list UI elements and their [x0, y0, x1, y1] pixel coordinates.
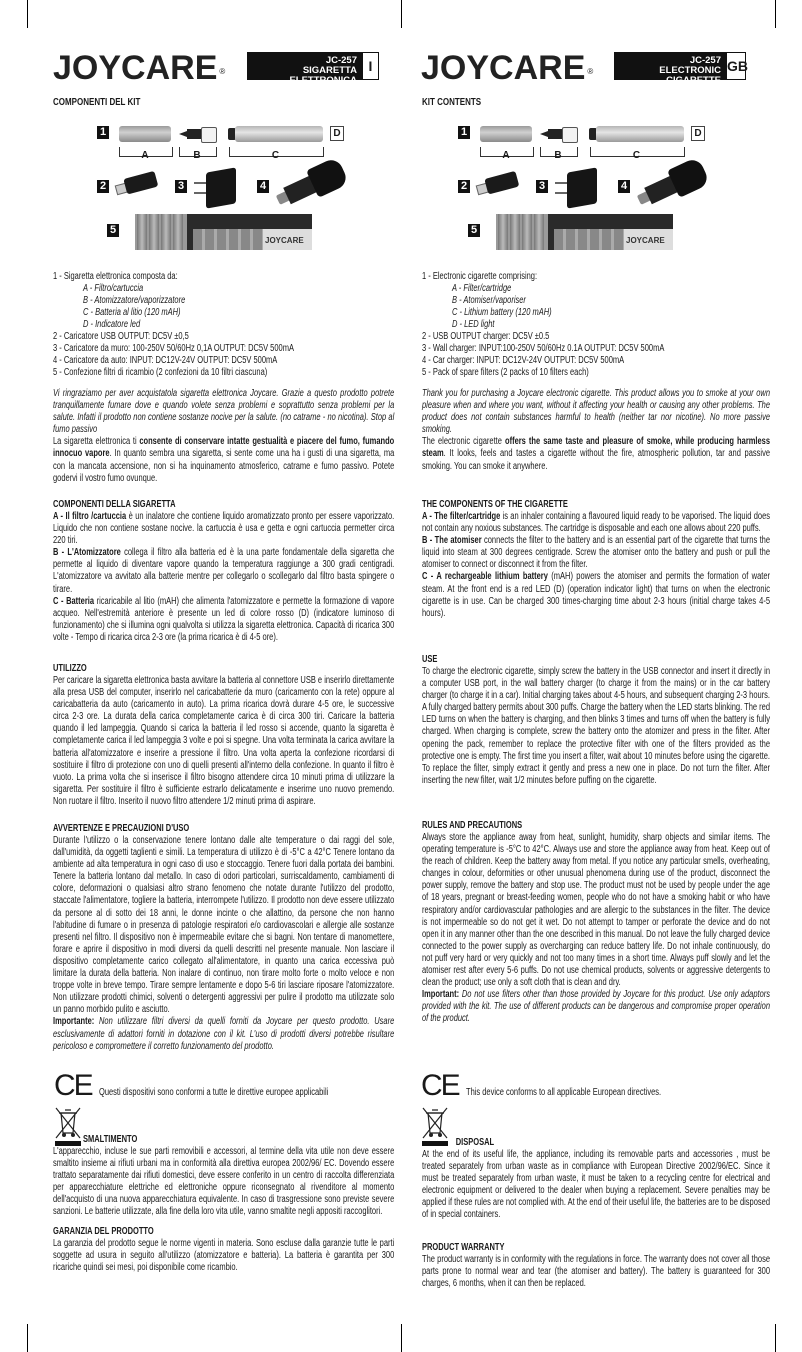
filter-cartridge-image — [480, 126, 532, 142]
section-heading: DISPOSAL — [455, 1137, 495, 1148]
section-text: At the end of its useful life, the appliance, including its removable parts and accessories , must be treated separately from urban waste as in compliance with European Directive 2002/96/EC. Since it must be treated separately from urban waste, it must be taken to a recycling centre for electrical and electronic equipment or delivered to the dealer when buying a replacement. Severe penalties may be applied if these rules are not complied with. At the end of their useful life, the batteries are to be disposed of in special containers. — [422, 1149, 770, 1221]
list-subitem: C - Batteria al litio (120 mAH) — [83, 307, 181, 319]
list-item: 4 - Caricatore da auto: INPUT: DC12V-24V OUTPUT: DC5V 500mA — [53, 355, 278, 367]
kit-figure — [458, 118, 718, 250]
language-badge: I — [362, 52, 379, 80]
intro-paragraph: La sigaretta elettronica ti consente di conservare intatte gestualità e piacere del fumo, fumando innocuo vapore. In quanto sembra una sigaretta, si sente come una ha i gusti di una sigaretta, ma con la mancata accensione, non si ha inquinamento atmosferico, catrame e fumo passivo. Potete godervi il vostro fumo ovunque. — [53, 436, 395, 484]
section-text: L'apparecchio, incluse le sue parti removibili e accessori, al termine della vita utile non deve essere smaltito insieme ai rifiuti urbani ma in conformità alla direttiva europea 2002/96/ EC. Dovendo essere trattato separatamente dai rifiuti domestici, deve essere conferito in un centro di raccolta differenziata per apparecchiature elettriche ed elettroniche oppure riconsegnato al rivenditore al momento dell'acquisto di una nuova apparecchiatura equivalente. In caso di trasgressione sono previste severe sanzioni. Le batterie utilizzate, alla fine della loro vita utile, vanno smaltite negli appositi raccoglitori. — [53, 1146, 395, 1218]
section-heading: GARANZIA DEL PRODOTTO — [53, 1226, 154, 1237]
language-badge: GB — [726, 52, 746, 80]
model-label: JC-257 ELECTRONIC CIGARETTE — [614, 52, 726, 80]
kit-title: KIT CONTENTS — [422, 97, 482, 108]
components-section — [422, 499, 770, 620]
component-a: A - Il filtro /cartuccia è un inalatore che contiene liquido aromatizzato pronto per essere vaporizzato. Liquido che non contiene sostane nocive. la cartuccia è usa e getta e ogni cartuccia permetter circa 220 tiri. — [53, 511, 395, 547]
section-text: Always store the appliance away from heat, sunlight, humidity, sharp objects and similar items. The operating temperature is -5°C to 42°C. Always use and store the appliance away from heat. Keep out of the reach of children. Keep the battery away from metal. If you notice any particular smells, overheating, changes in colour, deformities or other unusual phenomena during use of the product, disconnect the power supply, remove the battery and stop use. The product must not be used by people under the age of 18 years, pregnant or breast-feeding women, people who do not have a smoking habit or who have respiratory and/or cardiovascular pathologies and are allergic to the substances in the filter. The device is not impermeable so do not get it wet. Do not attempt to tamper or perforate the device and do not open it in any manner other than the one described in this manual. Do not leave the fully charged device connected to the power supply as overcharging can reduce battery life. Do not inhale continuously, do not puff very hard or very quickly and not too many times in a short time. Always puff slowly and let the atomiser rest after every 5-6 puffs. Do not use chemical products, solvents or aggressive detergents to clean the product; use only a soft cloth that is clean and dry. — [422, 832, 770, 989]
section-heading: THE COMPONENTS OF THE CIGARETTE — [422, 499, 568, 510]
figure-number: 5 — [107, 224, 119, 237]
box-brand: JOYCARE — [265, 236, 304, 245]
usb-charger-image — [475, 171, 520, 197]
joycare-logo: JOYCARE ® — [53, 49, 226, 87]
ce-text: This device conforms to all applicable European directives. — [466, 1087, 662, 1098]
list-subitem: D - LED light — [452, 319, 495, 331]
kit-title: COMPONENTI DEL KIT — [53, 97, 141, 108]
atomizer-image — [540, 126, 576, 142]
figure-number: 5 — [468, 224, 480, 237]
list-item: 2 - Caricatore USB OUTPUT: DC5V ±0,5 — [53, 331, 189, 343]
list-subitem: A - Filtro/cartuccia — [83, 283, 144, 295]
figure-label-b: B — [193, 150, 201, 161]
list-item: 2 - USB OUTPUT charger: DC5V ±0.5 — [422, 331, 550, 343]
warranty-section — [422, 1242, 770, 1290]
car-charger-image — [631, 153, 713, 220]
section-text: To charge the electronic cigarette, simply screw the battery in the USB connector and insert it directly in a computer USB port, in the wall battery charger (to charge it from the mains) or in the car battery charger (to charge it in a car). Initial charging takes about 4-5 hours, and subsequent charging 2-3 hours. A fully charged battery permits about 300 puffs. Charge the battery when the LED starts blinking. The red LED turns on when the battery is charging, and then blinks 3 times and turns off when the battery is fully charged. When charging is complete, screw the battery onto the atomizer and press in the filter. After opening the pack, remember to replace the protective filter with one of the filters provided as the protective one is empty. The first time you insert a filter, wait about 10 minutes before using the cigarette. To replace the filter, simply extract it gently and press a new one in place. Do not turn the filter. After inserting the new filter, wait 1/2 minutes before puffing on the cigarette. — [422, 666, 770, 786]
section-heading: PRODUCT WARRANTY — [422, 1242, 505, 1253]
component-c: C - Batteria ricaricabile al litio (mAH) che alimenta l'atomizzatore e permette la formazione di vapore acqueo. Nell'estremità anteriore è presente un led di colore rosso (D) (indicatore luminoso di funzionamento) che si illumina ogni qualvolta si utilizza la sigaretta elettronica. Capacità di ricarica 300 volte - Tempo di ricarica circa 2-3 ore (la prima ricarica è di 4-5 ore). — [53, 595, 395, 643]
list-item: 5 - Confezione filtri di ricambio (2 confezioni da 10 filtri ciascuna) — [53, 367, 268, 379]
section-heading: AVVERTENZE E PRECAUZIONI D'USO — [53, 823, 190, 834]
list-subitem: C - Lithium battery (120 mAH) — [452, 307, 552, 319]
kit-list — [422, 271, 770, 379]
list-item: 3 - Wall charger: INPUT:100-250V 50/60Hz 0.1A OUTPUT: DC5V 500mA — [422, 343, 665, 355]
figure-number: 3 — [175, 180, 187, 193]
list-item: 4 - Car charger: INPUT: DC12V-24V OUTPUT: DC5V 500mA — [422, 355, 625, 367]
list-item: 1 - Electronic cigarette comprising: — [422, 271, 538, 282]
important-note: Important: Do not use filters other than those provided by Joycare for this product. Use only adaptors provided with the kit. The use of different products can be dangerous and compromise proper operation of the product. — [422, 989, 770, 1025]
list-item: 1 - Sigaretta elettronica composta da: — [53, 271, 178, 282]
box-brand: JOYCARE — [626, 236, 665, 245]
disposal-section — [422, 1137, 770, 1222]
list-subitem: B - Atomiser/vaporiser — [452, 295, 526, 307]
warnings-section — [422, 820, 770, 1026]
figure-label-d: D — [691, 126, 705, 141]
figure-number: 2 — [458, 180, 470, 193]
list-item: 3 - Caricatore da muro: 100-250V 50/60Hz 0,1A OUTPUT: DC5V 500mA — [53, 343, 294, 355]
section-heading: SMALTIMENTO — [83, 1134, 138, 1145]
section-heading: UTILIZZO — [53, 663, 87, 674]
section-heading: RULES AND PRECAUTIONS — [422, 820, 523, 831]
section-text: La garanzia del prodotto segue le norme vigenti in materia. Sono escluse dalla garanzie tutte le parti soggette ad usura in seguito all'utilizzo (atomizzatore e batteria). La batteria è garantita per 300 ricariche quindi sei mesi, poi disponibile come ricambio. — [53, 1238, 395, 1274]
model-label: JC-257 SIGARETTA ELETTRONICA — [247, 52, 362, 80]
figure-label-c: C — [632, 150, 641, 161]
figure-number: 1 — [97, 126, 109, 139]
figure-label-a: A — [141, 150, 149, 161]
use-section — [422, 654, 770, 787]
section-heading: COMPONENTI DELLA SIGARETTA — [53, 499, 176, 510]
spare-filters-image — [496, 214, 673, 250]
list-subitem: D - Indicatore led — [83, 319, 141, 331]
section-heading: USE — [422, 654, 438, 665]
important-note: Importante: Non utilizzare filtri diversi da quelli forniti da Joycare per questo prodotto. Usare esclusivamente di adattori forniti in dotazione con il kit. L'uso di prodotti diversi potrebbe risultare pericoloso e compromettere il corretto funzionamento del prodotto. — [53, 1016, 395, 1052]
figure-number: 4 — [618, 180, 630, 193]
figure-label-a: A — [502, 150, 510, 161]
component-b: B - L'Atomizzatore collega il filtro alla batteria ed è la una parte fondamentale della sigaretta che permette al liquido di diventare vapore quando la temperatura raggiunge a 300 gradi centigradi. L'atomizzatore va avvitato alla batterie mentre per collegarlo o scollegarlo dal filtro basta spingere o tirare. — [53, 547, 395, 595]
ce-mark-icon: CE — [54, 1069, 92, 1102]
ce-mark-icon: CE — [421, 1069, 459, 1102]
figure-number: 3 — [536, 180, 548, 193]
intro-paragraph: The electronic cigarette offers the same taste and pleasure of smoke, while producing harmless steam. It looks, feels and tastes a cigarette without the fire, atmospheric pollution, tar and passive smoking. You can smoke it anywhere. — [422, 436, 770, 472]
figure-label-b: B — [554, 150, 562, 161]
intro-text: Thank you for purchasing a Joycare electronic cigarette. This product allows you to smoke at your own pleasure when and where you want, without it affecting your health or causing any other problems. The product does not contain substances harmful to health (neither tar nor nicotine). No more passive smoking. — [422, 388, 770, 436]
wall-charger-image — [555, 168, 601, 208]
component-a: A - The filter/cartridge is an inhaler containing a flavoured liquid ready to be vaporised. The liquid does not contain any noxious substances. The cartridge is disposable and each one allows about 220 puffs. — [422, 511, 770, 535]
section-text: Per caricare la sigaretta elettronica basta avvitare la batteria al connettore USB e inserirlo direttamente alla presa USB del computer, inserirlo nel caricabatterie da muro (caricamento con la rete) oppure al caricabatteria da auto (caricamento in auto). La prima ricarica dovrà durare 4-5 ore, le successive circa 2-3 ore. La durata della carica completamente carica è di circa 300 tiri. Caricare la batteria quando il led lampeggia. Quando si carica la batteria il led rosso si accende, quanto la sigaretta è completamente carica il led lampeggia 3 volte e poi si spegne. Una volta terminata la carica avvitare la batteria all'atomizzatore e inserire a pressione il filtro. Una volta aperta la confezione ricordarsi di sostituire il filtro di protezione con uno di quelli presenti all'interno della confezione. In quanto il filtro è vuoto. La prima volta che si inserisce il filtro bisogno attendere circa 10 minuti prima di utilizzare la sigaretta. Per sostituire il filtro è sufficiente estrarlo delicatamente e inserirne uno nuovo premendo. Non ruotare il filtro. Inserito il nuovo filtro attendere 1/2 minuti prima di aspirare. — [53, 675, 395, 807]
component-c: C - A rechargeable lithium battery (mAH) powers the atomiser and permits the formation of water steam. At the front end is a red LED (D) (operation indicator light) that turns on when the electronic cigarette is in use. Can be charged 300 times-charging time about 2-3 hours (initial charge takes 4-5 hours). — [422, 571, 771, 619]
list-item: 5 - Pack of spare filters (2 packs of 10 filters each) — [422, 367, 589, 379]
section-text: The product warranty is in conformity with the regulations in force. The warranty does not cover all those parts prone to normal wear and tear (the atomiser and battery). The battery is guaranteed for 300 charges, 6 months, when it can then be replaced. — [422, 1254, 770, 1290]
figure-label-d: D — [330, 126, 344, 141]
intro — [422, 388, 770, 473]
list-subitem: B - Atomizzatore/vaporizzatore — [83, 295, 186, 307]
figure-number: 4 — [257, 180, 269, 193]
figure-label-c: C — [271, 150, 280, 161]
joycare-logo: JOYCARE ® — [421, 49, 594, 87]
figure-number: 2 — [97, 180, 109, 193]
ce-text: Questi dispositivi sono conformi a tutte le direttive europee applicabili — [99, 1087, 329, 1098]
component-b: B - The atomiser connects the filter to the battery and is an essential part of the cigarette that turns the liquid into steam at 300 degrees centigrade. Screw the atomiser onto the battery and push or pull the atomiser to connect or disconnect it from the filter. — [422, 535, 770, 571]
figure-number: 1 — [458, 126, 470, 139]
battery-image — [589, 126, 684, 142]
section-text: Durante l'utilizzo o la conservazione tenere lontano dalle alte temperature o dai raggi del sole, dall'umidità, da oggetti taglienti e simili. La temperatura di utilizzo è di -5°C a 42°C Tenere lontano da ambiente ad alta temperatura in ogni caso di uso e stoccaggio. Tenere fuori dalla portata dei bambini. Tenere la batteria lontano dal metallo. In caso di odori particolari, surriscaldamento, cambiamenti di colore, deformazioni o qualsiasi altro strano fenomeno che notate durante l'utilizzo del prodotto, staccate l'alimentatore, togliere la batteria, interrompete l'utilizzo. Il prodotto non deve essere utilizzato da persone al di sotto dei 18 anni, le donne incinte o che allattino, da persone che non hanno l'abitudine di fumare o in presenza di patologie respiratori e/o cardiovascolari e allergie alle sostanze presenti nel filtro. Il dispositivo non è impermeabile evitare che si bagni. Non tentare di manomettere, forare e aprire il dispositivo in modi diversi da quelli descritti nel presente manuale. Non lasciare il dispositivo completamente carico collegato all'alimentatore, in quanto una carica eccessiva può limitare la durata della batteria. Non inalare di continuo, non tirare molto forte o molto veloce e non troppe volte in breve tempo. Tirare sempre lentamente e dopo 5-6 tiri lasciare riposare l'atomizzatore. Non utilizzare prodotti chimici, solventi o detergenti aggressivi per pulire il prodotto ma utilizzate solo un panno morbido pulito e asciutto. — [53, 835, 395, 1016]
intro-text: Vi ringraziamo per aver acquistatola sigaretta elettronica Joycare. Grazie a questo prodotto potrete tranquillamente fumare dove e quando volete senza problemi e soprattutto senza problemi per la salute. Infatti il prodotto non contiene sostanze nocive per la salute. (no catrame - no nicotina). Stop al fumo passivo — [53, 388, 395, 436]
list-subitem: A - Filter/cartridge — [452, 283, 512, 295]
